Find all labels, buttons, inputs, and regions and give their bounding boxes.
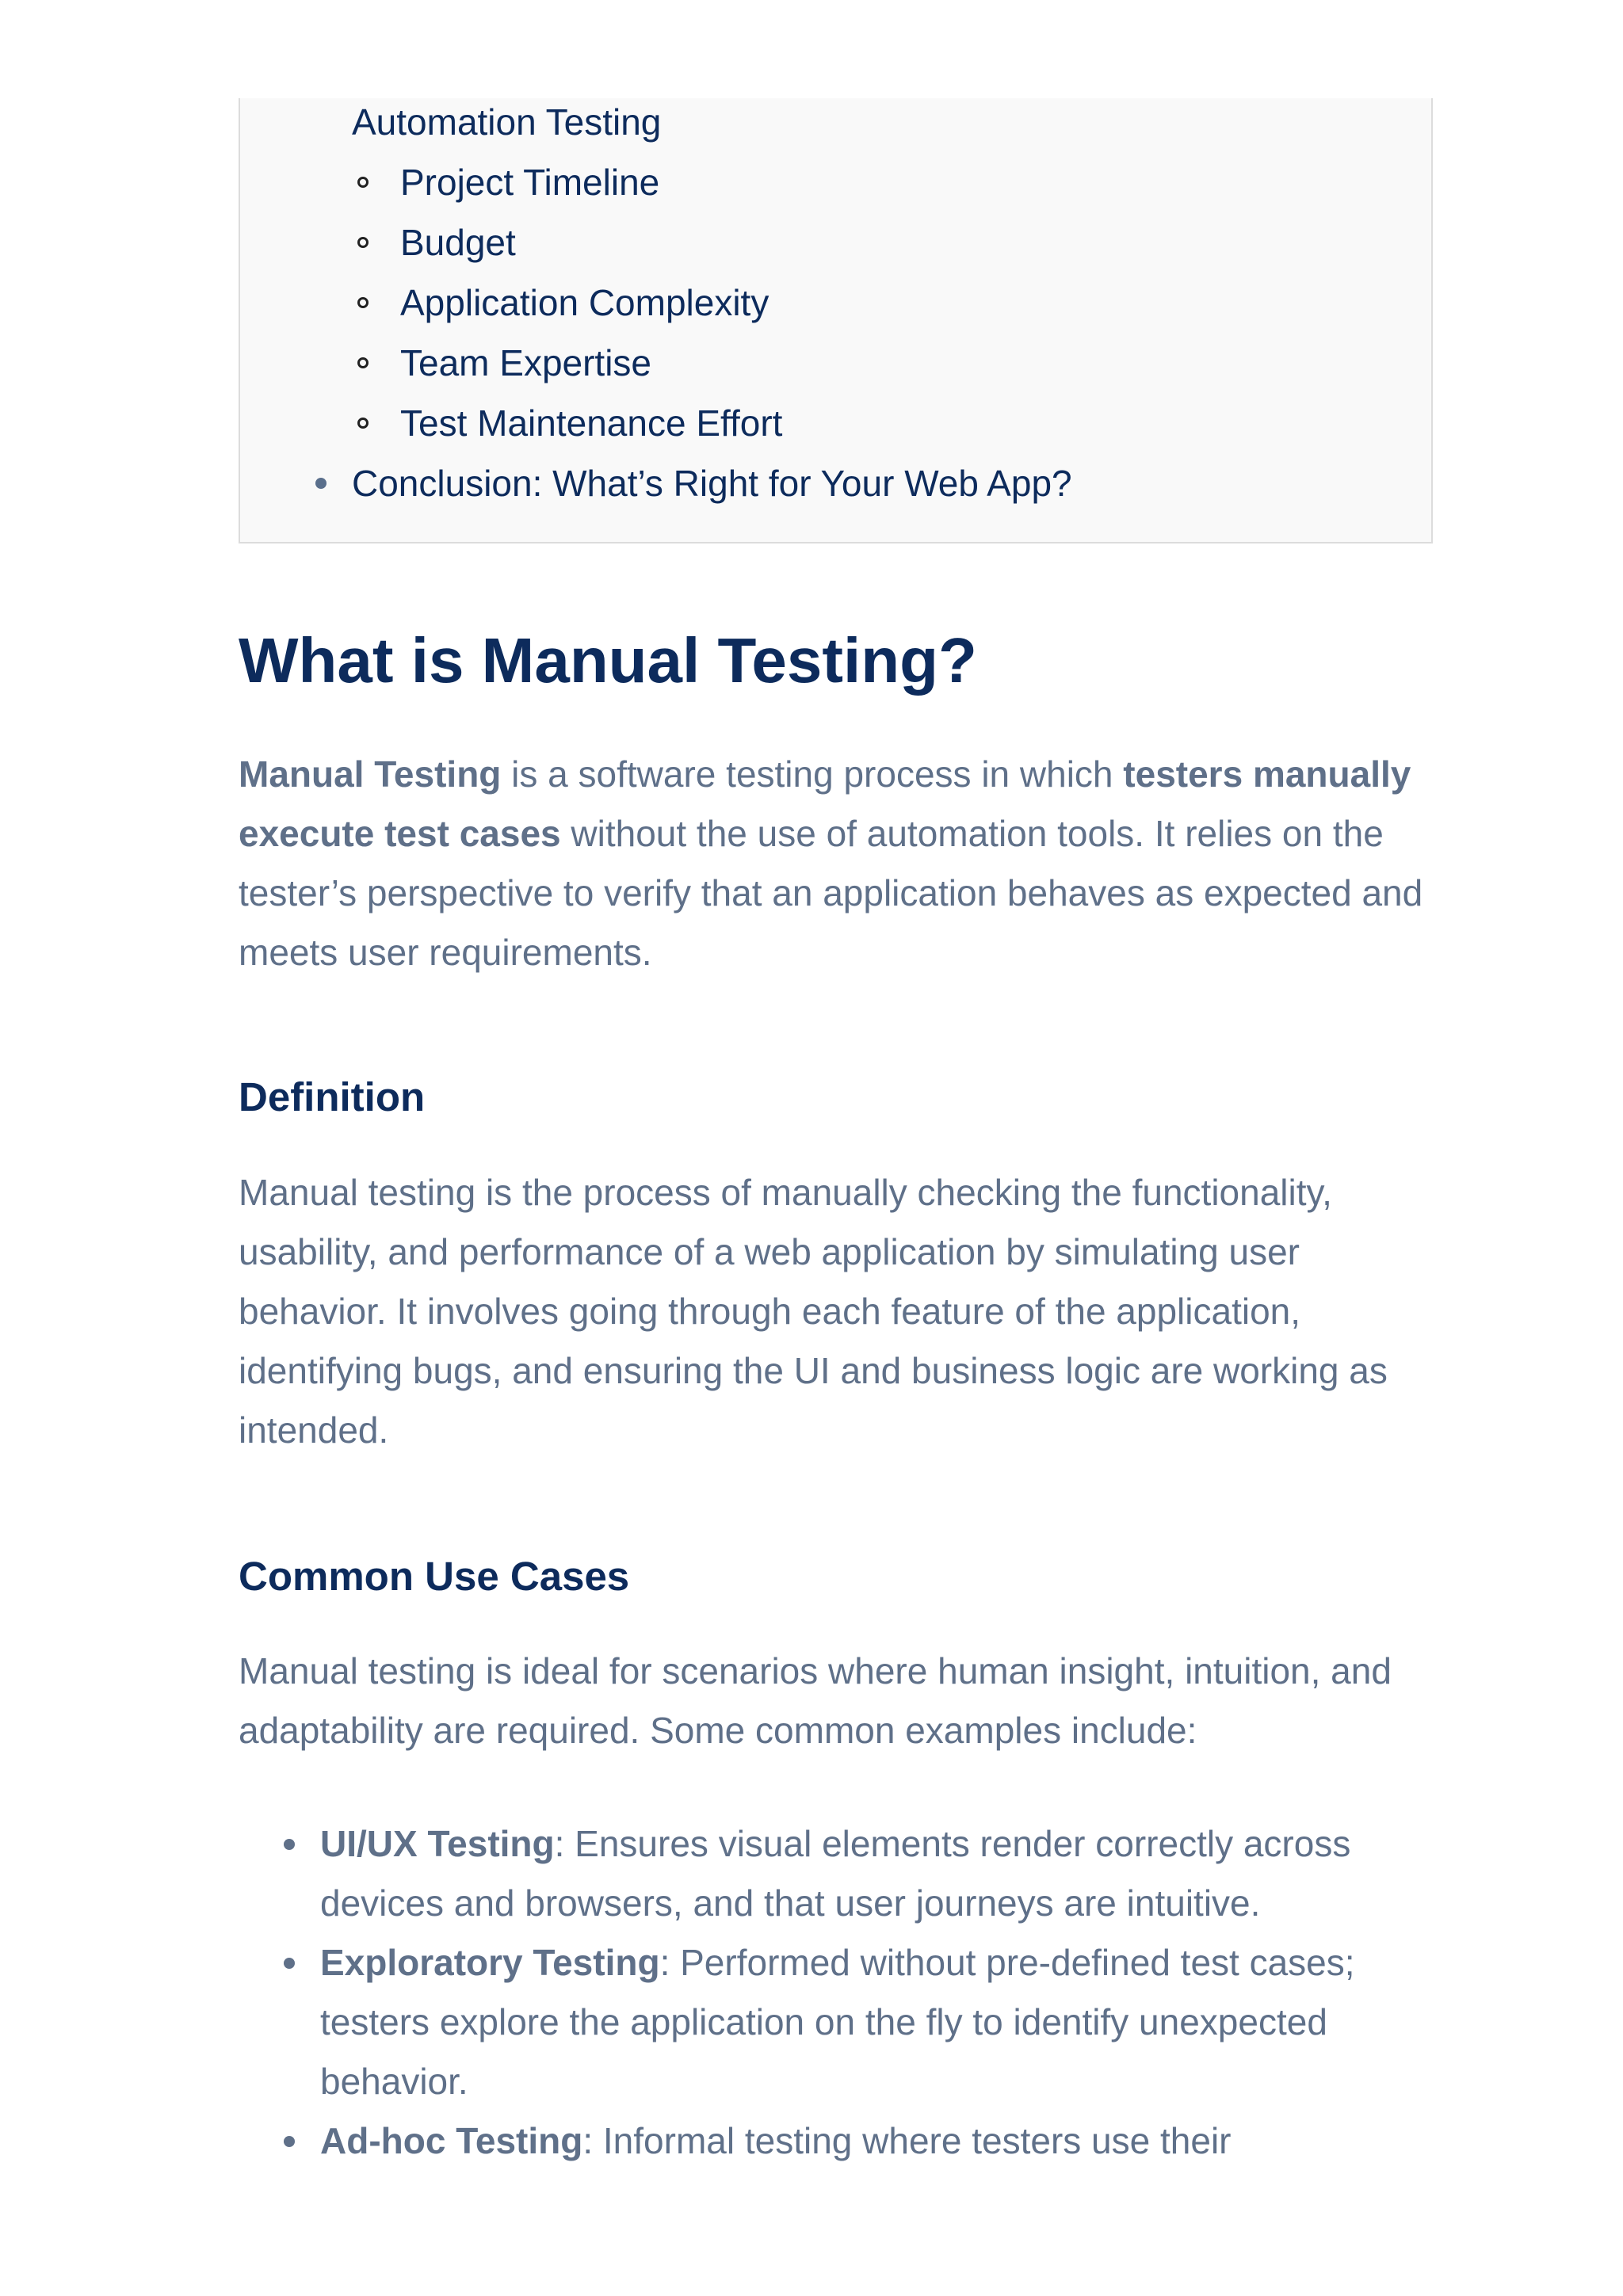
toc-link-conclusion[interactable]: Conclusion: What’s Right for Your Web App?: [352, 463, 1072, 504]
toc-link-test-maintenance-effort[interactable]: Test Maintenance Effort: [400, 402, 783, 444]
list-item-term: UI/UX Testing: [320, 1823, 555, 1864]
toc-link-budget[interactable]: Budget: [400, 222, 516, 263]
toc-bullet-icon: [357, 357, 369, 368]
intro-bold-phrase: testers manually execute test cases: [239, 753, 1411, 854]
toc-bullet-icon: [357, 418, 369, 429]
section-heading: What is Manual Testing?: [239, 625, 977, 696]
toc-bullet-icon: [357, 177, 369, 188]
toc-link-project-timeline[interactable]: Project Timeline: [400, 162, 660, 203]
list-item: [239, 1933, 1434, 2111]
intro-paragraph: [239, 745, 1434, 982]
toc-bullet-icon: [357, 297, 369, 308]
list-item: [239, 1814, 1434, 1933]
bullet-icon: [284, 1958, 295, 1969]
toc-bullet-icon: [315, 478, 327, 489]
definition-paragraph: Manual testing is the process of manually checking the functionality, usability, and performance of a web application by simulating user behavior. It involves going through each feature of the application, identifying bugs, and ensuring the UI and business logic are working as intended.: [239, 1172, 1388, 1451]
list-item-text: : Informal testing where testers use their: [582, 2120, 1232, 2161]
list-item-text: : Performed without pre-defined test cases; testers explore the application on the fly to identify unexpected behavior.: [320, 1942, 1355, 2102]
toc-link-application-complexity[interactable]: Application Complexity: [400, 282, 769, 323]
toc-link-team-expertise[interactable]: Team Expertise: [400, 342, 652, 383]
definition-heading: Definition: [239, 1074, 426, 1119]
list-item-term: Exploratory Testing: [320, 1942, 660, 1983]
intro-term: Manual Testing: [239, 753, 502, 795]
toc-link-automation-testing[interactable]: Automation Testing: [352, 101, 662, 143]
list-item: [239, 2111, 1434, 2171]
use-cases-heading: Common Use Cases: [239, 1554, 630, 1599]
toc-bullet-icon: [357, 237, 369, 248]
list-item-term: Ad-hoc Testing: [320, 2120, 583, 2161]
list-item-text: : Ensures visual elements render correctly across devices and browsers, and that user journeys are intuitive.: [320, 1823, 1351, 1924]
use-cases-intro: Manual testing is ideal for scenarios where human insight, intuition, and adaptability are required. Some common examples include:: [239, 1650, 1392, 1751]
bullet-icon: [284, 2136, 295, 2147]
use-cases-list: [239, 1814, 1434, 2171]
intro-text-2: without the use of automation tools. It relies on the tester’s perspective to verify that an application behaves as expected and meets user requirements.: [239, 813, 1423, 973]
table-of-contents: [239, 98, 1433, 543]
intro-text-1: is a software testing process in which: [501, 753, 1124, 795]
bullet-icon: [284, 1839, 295, 1850]
